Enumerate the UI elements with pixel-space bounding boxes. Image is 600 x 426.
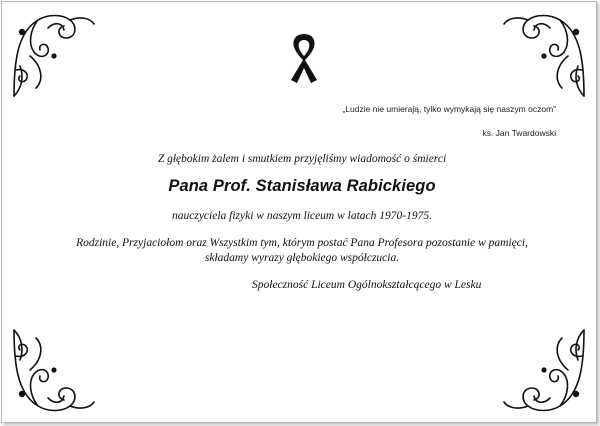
ornamental-corner-icon (498, 10, 590, 102)
quote-author: ks. Jan Twardowski (482, 128, 556, 138)
condolence-line-1: Rodzinie, Przyjaciołom oraz Wszystkim tym, którym postać Pana Profesora pozostanie w pamięci, (76, 237, 528, 249)
signature-text: Społeczność Liceum Ogólnokształcącego w Lesku (252, 279, 482, 291)
intro-text: Z głębokim żalem i smutkiem przyjęliśmy wiadomość o śmierci (157, 153, 447, 165)
condolence-line-2: składamy wyrazy głębokiego współczucia. (204, 252, 400, 264)
mourning-ribbon-icon (285, 30, 323, 86)
ornamental-corner-icon (8, 324, 100, 416)
description-text: nauczyciela fizyki w naszym liceum w latach 1970-1975. (172, 210, 432, 222)
deceased-name: Pana Prof. Stanisława Rabickiego (168, 177, 436, 195)
ornamental-corner-icon (498, 324, 590, 416)
quote-text: „Ludzie nie umierają, tylko wymykają się naszym oczom” (342, 104, 556, 114)
ornamental-corner-icon (8, 10, 100, 102)
obituary-card (1, 1, 597, 423)
